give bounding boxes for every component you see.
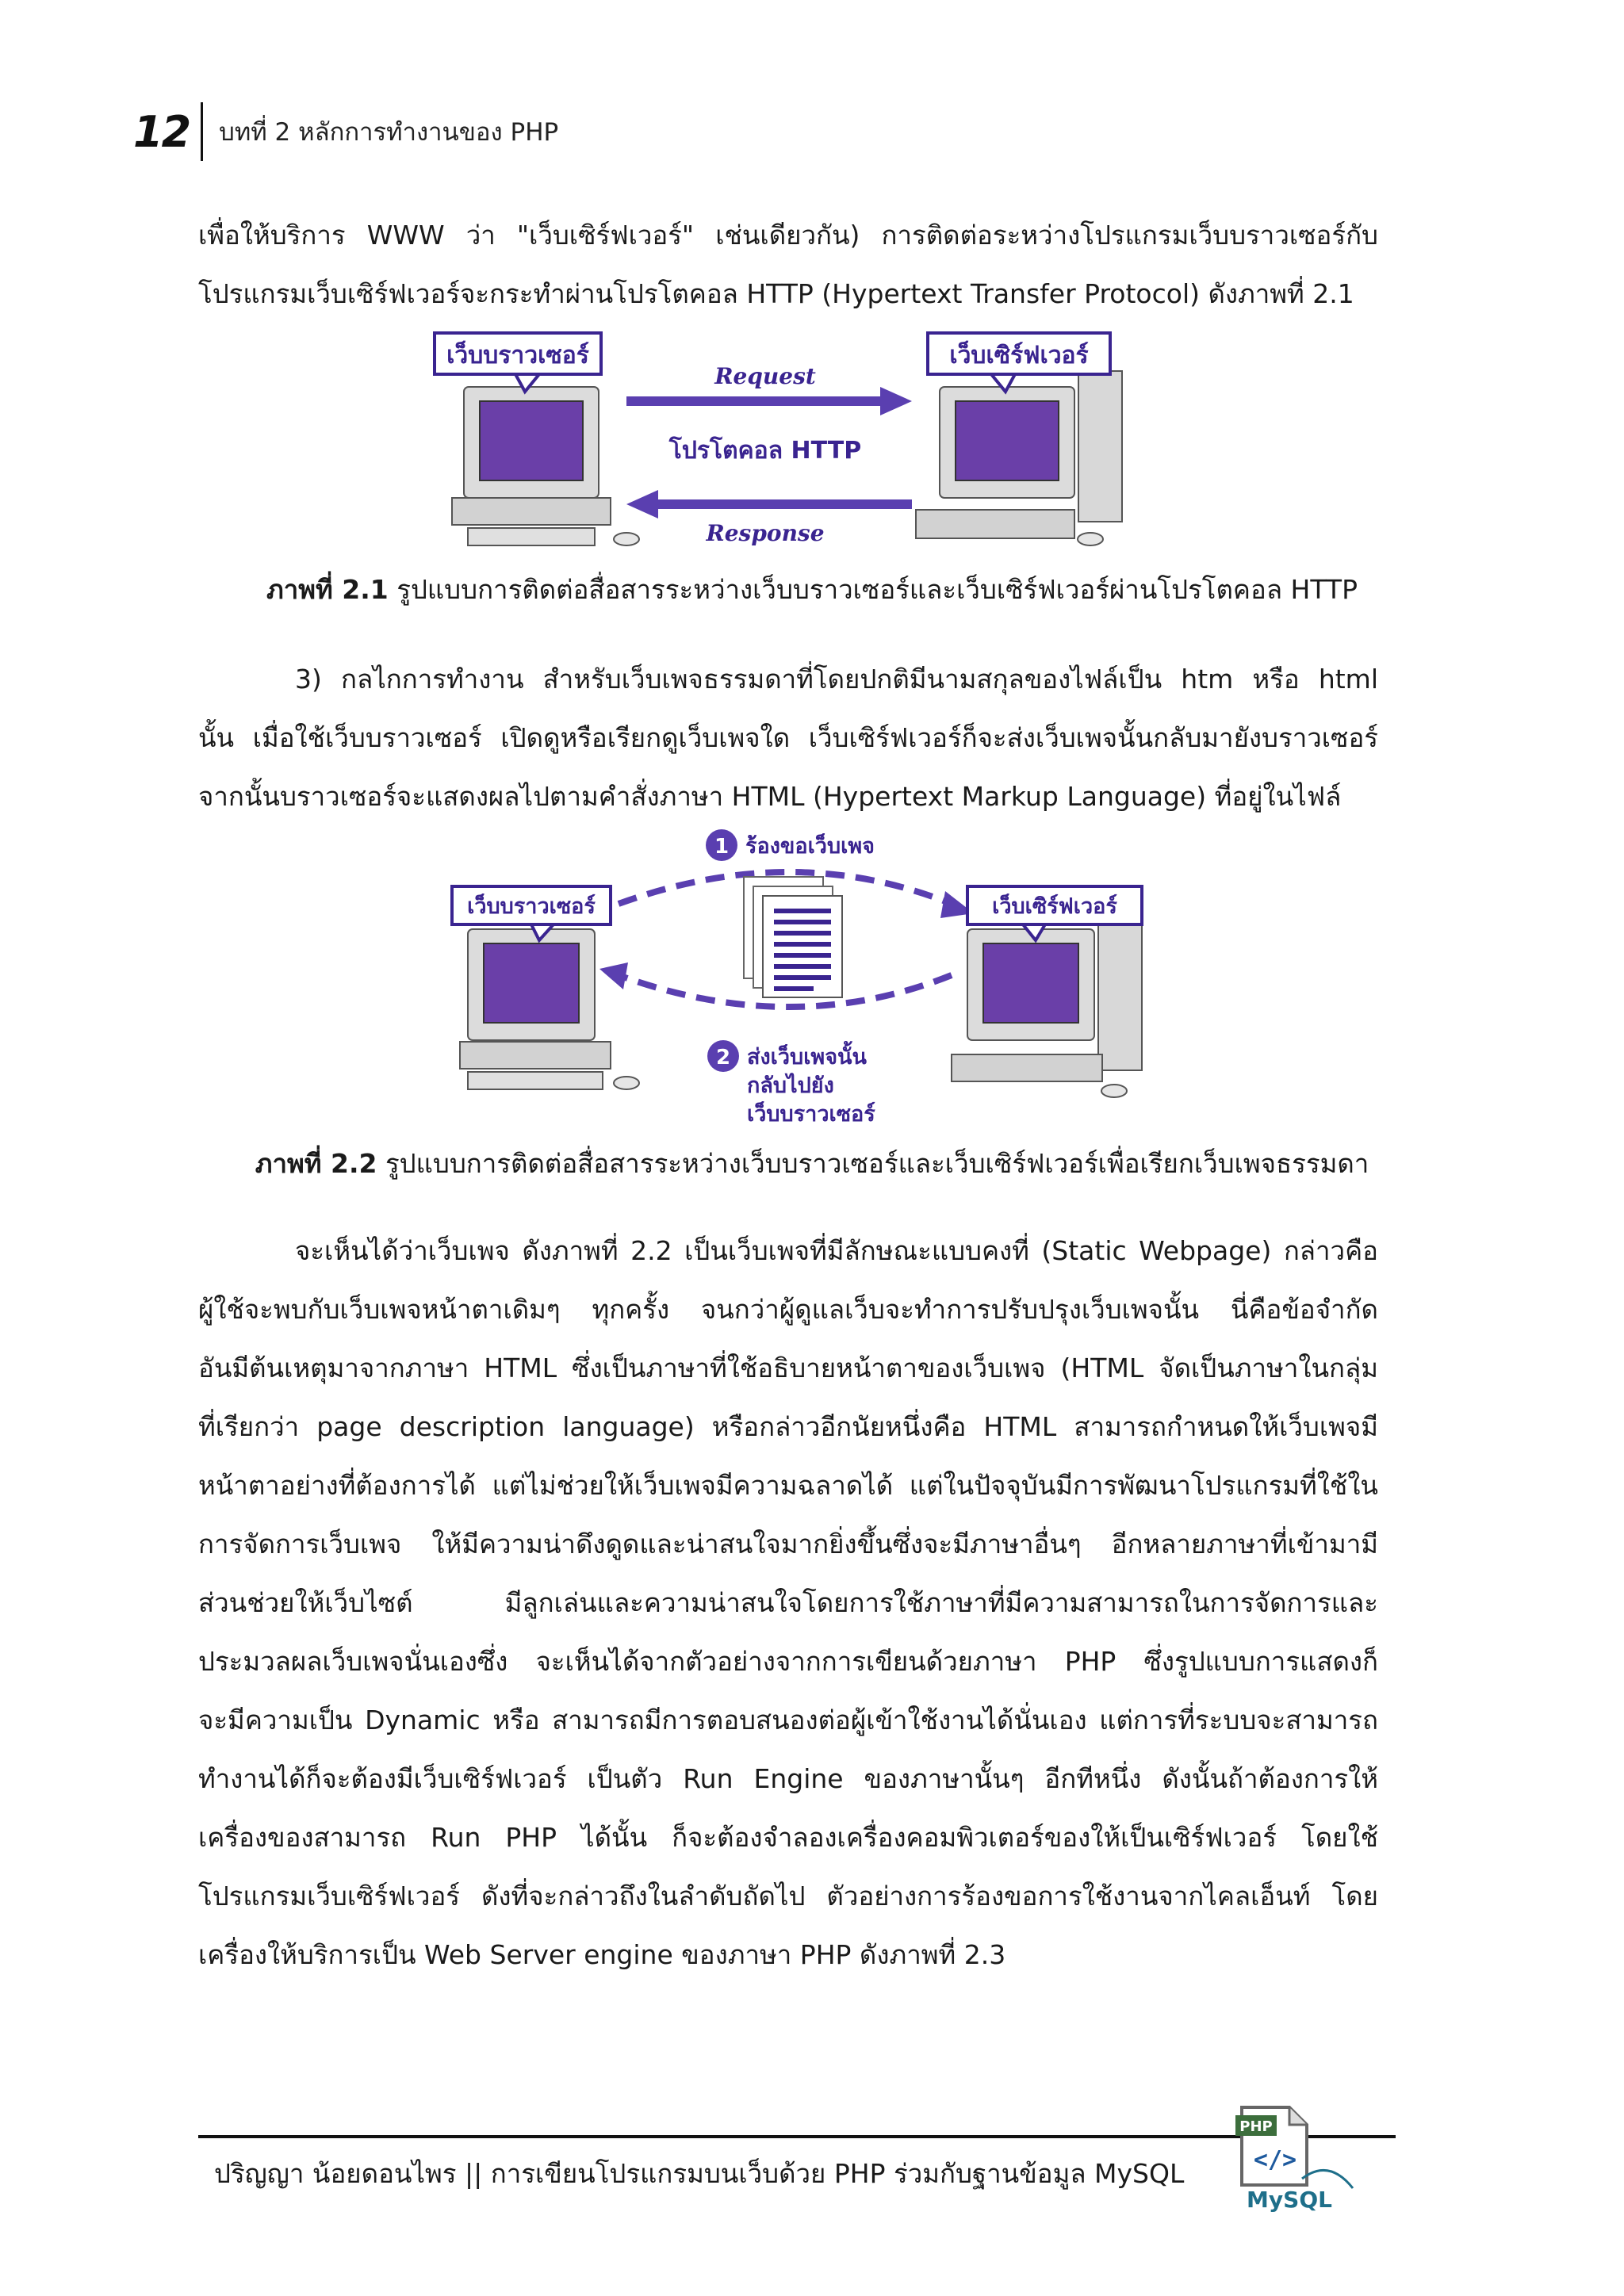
text-line: นั้น เมื่อใช้เว็บบราวเซอร์ เปิดดูหรือเรียกดูเว็บเพจใด เว็บเซิร์ฟเวอร์ก็จะส่งเว็บเพจนั้นกลับมายังบราวเซอร์ (198, 722, 1378, 753)
text-line: อันมีต้นเหตุมาจากภาษา HTML ซึ่งเป็นภาษาที่ใช้อธิบายหน้าตาของเว็บเพจ (HTML จัดเป็นภาษาในกลุ่ม (198, 1353, 1378, 1383)
svg-text:</>: </> (1253, 2146, 1297, 2174)
request-label: Request (714, 363, 816, 389)
svg-text:PHP: PHP (1239, 2118, 1273, 2135)
text-line: หน้าตาอย่างที่ต้องการได้ แต่ไม่ช่วยให้เว็บเพจมีความฉลาดได้ แต่ในปัจจุบันมีการพัฒนาโปรแกรมที่ใช้ใน (198, 1470, 1378, 1501)
paragraph-static-webpage (198, 1222, 1378, 1984)
text-line: จากนั้นบราวเซอร์จะแสดงผลไปตามคำสั่งภาษา HTML (Hypertext Markup Language) ที่อยู่ในไฟล์ (198, 781, 1342, 812)
footer-text: ปริญญา น้อยดอนไพร || การเขียนโปรแกรมบนเว็บด้วย PHP ร่วมกับฐานข้อมูล MySQL (214, 2158, 1185, 2189)
page-number: 12 (133, 106, 190, 157)
protocol-label: โปรโตคอล HTTP (668, 437, 862, 465)
text-line: เครื่องของสามารถ Run PHP ได้นั้น ก็จะต้องจำลองเครื่องคอมพิวเตอร์ของให้เป็นเซิร์ฟเวอร์ โดยใช้ (198, 1822, 1378, 1853)
text-line: ส่วนช่วยให้เว็บไซต์ มีลูกเล่นและความน่าสนใจโดยการใช้ภาษาที่มีความสามารถในการจัดการและ (198, 1587, 1378, 1618)
text-line: เพื่อให้บริการ WWW ว่า "เว็บเซิร์ฟเวอร์" เช่นเดียวกัน) การติดต่อระหว่างโปรแกรมเว็บบราวเซอร์กับ (198, 220, 1378, 251)
server-label: เว็บเซิร์ฟเวอร์ (949, 342, 1089, 369)
step2-label-line2: กลับไปยัง (747, 1073, 834, 1098)
webpage-document-icon (744, 877, 842, 997)
server-label: เว็บเซิร์ฟเวอร์ (992, 894, 1117, 919)
caption-text: รูปแบบการติดต่อสื่อสารระหว่างเว็บบราวเซอร์และเว็บเซิร์ฟเวอร์เพื่อเรียกเว็บเพจธรรมดา (377, 1148, 1369, 1179)
step1-label: ร้องขอเว็บเพจ (745, 834, 875, 859)
header-divider (201, 102, 203, 161)
page-header (133, 94, 558, 170)
text-line: โปรแกรมเว็บเซิร์ฟเวอร์จะกระทำผ่านโปรโตคอล HTTP (Hypertext Transfer Protocol) ดังภาพที่ 2.1 (198, 278, 1354, 309)
text-line: เครื่องให้บริการเป็น Web Server engine ของภาษา PHP ดังภาพที่ 2.3 (198, 1939, 1006, 1970)
step2-number: 2 (715, 1046, 731, 1070)
browser-label: เว็บบราวเซอร์ (467, 894, 596, 919)
caption-number: ภาพที่ 2.2 (255, 1148, 377, 1179)
figure-http-protocol (420, 331, 1134, 553)
caption-number: ภาพที่ 2.1 (266, 574, 389, 605)
paragraph-intro (198, 206, 1378, 323)
php-mysql-logo-icon (1234, 2103, 1361, 2214)
text-line: ที่เรียกว่า page description language) หรือกล่าวอีกนัยหนึ่งคือ HTML สามารถกำหนดให้เว็บเพจมี (198, 1411, 1378, 1442)
figure-caption-1 (0, 571, 1624, 609)
text-line: 3) กลไกการทำงาน สำหรับเว็บเพจธรรมดาที่โดยปกติมีนามสกุลของไฟล์เป็น htm หรือ html (295, 664, 1378, 695)
chapter-title: บทที่ 2 หลักการทำงานของ PHP (219, 118, 559, 147)
response-label: Response (706, 520, 825, 546)
text-line: ผู้ใช้จะพบกับเว็บเพจหน้าตาเดิมๆ ทุกครั้ง จนกว่าผู้ดูแลเว็บจะทำการปรับปรุงเว็บเพจนั้น นี่คือข้อจำกัด (198, 1294, 1378, 1325)
browser-label: เว็บบราวเซอร์ (446, 342, 589, 369)
figure-static-webpage (444, 825, 1158, 1134)
text-line: ทำงานได้ก็จะต้องมีเว็บเซิร์ฟเวอร์ เป็นตัว Run Engine ของภาษานั้นๆ อีกทีหนึ่ง ดังนั้นถ้าต้องการให้ (198, 1763, 1378, 1794)
browser-label-box (435, 333, 601, 392)
request-arrow (626, 387, 912, 415)
paragraph-mechanism (198, 650, 1378, 826)
text-line: ประมวลผลเว็บเพจนั่นเองซึ่ง จะเห็นได้จากตัวอย่างจากการเขียนด้วยภาษา PHP ซึ่งรูปแบบการแสดงก็ (198, 1646, 1378, 1677)
step2-label-line1: ส่งเว็บเพจนั้น (747, 1045, 867, 1070)
step1-number: 1 (714, 835, 730, 859)
server-computer-icon (916, 371, 1122, 545)
response-arrowhead (599, 962, 628, 989)
browser-computer-icon (460, 929, 639, 1089)
text-line: จะเห็นได้ว่าเว็บเพจ ดังภาพที่ 2.2 เป็นเว็บเพจที่มีลักษณะแบบคงที่ (Static Webpage) กล่าวคือ (295, 1235, 1378, 1266)
browser-computer-icon (452, 387, 639, 545)
svg-text:MySQL: MySQL (1247, 2187, 1332, 2213)
footer-divider (198, 2135, 1396, 2138)
server-computer-icon (952, 920, 1142, 1097)
text-line: จะมีความเป็น Dynamic หรือ สามารถมีการตอบสนองต่อผู้เข้าใช้งานได้นั่นเอง แต่การที่ระบบจะสามารถ (198, 1705, 1378, 1735)
response-arrow (626, 490, 912, 519)
figure-caption-2 (0, 1145, 1624, 1183)
caption-text: รูปแบบการติดต่อสื่อสารระหว่างเว็บบราวเซอร์และเว็บเซิร์ฟเวอร์ผ่านโปรโตคอล HTTP (388, 574, 1358, 605)
step2-label-line3: เว็บบราวเซอร์ (747, 1102, 875, 1127)
text-line: การจัดการเว็บเพจ ให้มีความน่าดึงดูดและน่าสนใจมากยิ่งขึ้นซึ่งจะมีภาษาอื่นๆ อีกหลายภาษาที่เข้ามามี (198, 1529, 1378, 1559)
text-line: โปรแกรมเว็บเซิร์ฟเวอร์ ดังที่จะกล่าวถึงในลำดับถัดไป ตัวอย่างการร้องขอการใช้งานจากไคลเอ็นท์ โดย (198, 1881, 1378, 1911)
